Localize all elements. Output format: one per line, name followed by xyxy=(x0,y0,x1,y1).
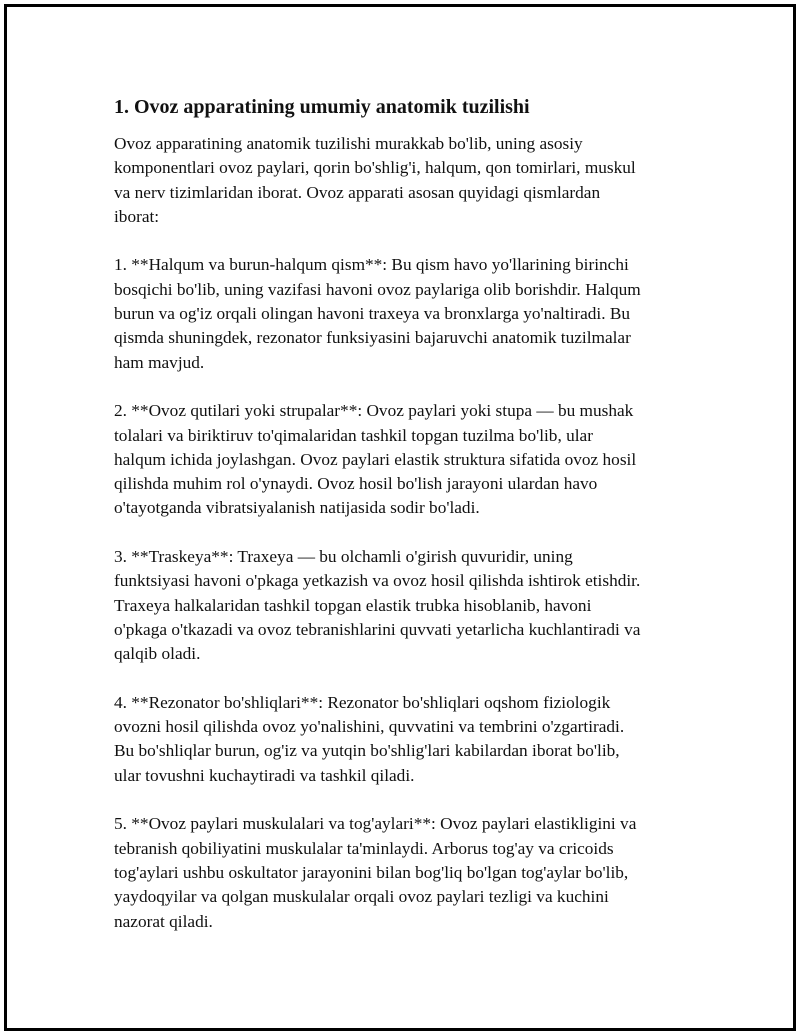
paragraph-item-1 xyxy=(114,253,694,374)
text-line: nazorat qiladi. xyxy=(114,911,213,931)
paragraph-item-2 xyxy=(114,399,694,520)
paragraph-item-5 xyxy=(114,812,694,933)
text-line: ular tovushni kuchaytiradi va tashkil qiladi. xyxy=(114,765,415,785)
paragraph-item-3 xyxy=(114,545,694,666)
text-line: tebranish qobiliyatini muskulalar ta'minlaydi. Arborus tog'ay va cricoids xyxy=(114,838,614,858)
text-line: Traxeya halkalaridan tashkil topgan elastik trubka hisoblanib, havoni xyxy=(114,595,592,615)
document-body xyxy=(114,94,694,958)
paragraph-item-4 xyxy=(114,691,694,788)
text-line: ovozni hosil qilishda ovoz yo'nalishini, quvvatini va tembrini o'zgartiradi. xyxy=(114,717,625,737)
text-line: Ovoz apparatining anatomik tuzilishi murakkab bo'lib, uning asosiy xyxy=(114,134,583,153)
text-line: 1. **Halqum va burun-halqum qism**: Bu qism havo yo'llarining birinchi xyxy=(114,255,629,275)
text-line: yaydoqyilar va qolgan muskulalar orqali ovoz paylari tezligi va kuchini xyxy=(114,887,609,907)
text-line: 2. **Ovoz qutilari yoki strupalar**: Ovoz paylari yoki stupa — bu mushak xyxy=(114,401,634,421)
text-line: qalqib oladi. xyxy=(114,644,201,664)
text-line: 3. **Traskeya**: Traxeya — bu olchamli o'girish quvuridir, uning xyxy=(114,547,573,567)
text-line: tog'aylari ushbu oskultator jarayonini bilan bog'liq bo'lgan tog'aylar bo'lib, xyxy=(114,862,629,882)
text-line: funktsiyasi havoni o'pkaga yetkazish va ovoz hosil qilishda ishtirok etishdir. xyxy=(114,571,641,591)
text-line: iborat: xyxy=(114,206,160,226)
section-heading: 1. Ovoz apparatining umumiy anatomik tuzilishi xyxy=(114,96,530,118)
text-line: bosqichi bo'lib, uning vazifasi havoni ovoz paylariga olib borishdir. Halqum xyxy=(114,279,641,299)
text-line: Bu bo'shliqlar burun, og'iz va yutqin bo'shlig'lari kabilardan iborat bo'lib, xyxy=(114,741,620,761)
text-line: 5. **Ovoz paylari muskulalari va tog'aylari**: Ovoz paylari elastikligini va xyxy=(114,814,637,834)
text-line: qismda shuningdek, rezonator funksiyasini bajaruvchi anatomik tuzilmalar xyxy=(114,328,631,348)
text-line: halqum ichida joylashgan. Ovoz paylari elastik struktura sifatida ovoz hosil xyxy=(114,449,637,469)
text-line: ham mavjud. xyxy=(114,352,205,372)
text-line: qilishda muhim rol o'ynaydi. Ovoz hosil bo'lish jarayoni ulardan havo xyxy=(114,474,598,494)
text-line: va nerv tizimlaridan iborat. Ovoz apparati asosan quyidagi qismlardan xyxy=(114,182,601,202)
text-line: komponentlari ovoz paylari, qorin bo'shlig'i, halqum, qon tomirlari, muskul xyxy=(114,158,636,178)
text-line: o'pkaga o'tkazadi va ovoz tebranishlarini quvvati yetarlicha kuchlantiradi va xyxy=(114,619,641,639)
paragraph-intro xyxy=(114,132,694,229)
text-line: tolalari va biriktiruv to'qimalaridan tashkil topgan tuzilma bo'lib, ular xyxy=(114,425,593,445)
text-line: o'tayotganda vibratsiyalanish natijasida sodir bo'ladi. xyxy=(114,498,480,518)
text-line: burun va og'iz orqali olingan havoni traxeya va bronxlarga yo'naltiradi. Bu xyxy=(114,304,631,324)
text-line: 4. **Rezonator bo'shliqlari**: Rezonator bo'shliqlari oqshom fiziologik xyxy=(114,692,611,712)
